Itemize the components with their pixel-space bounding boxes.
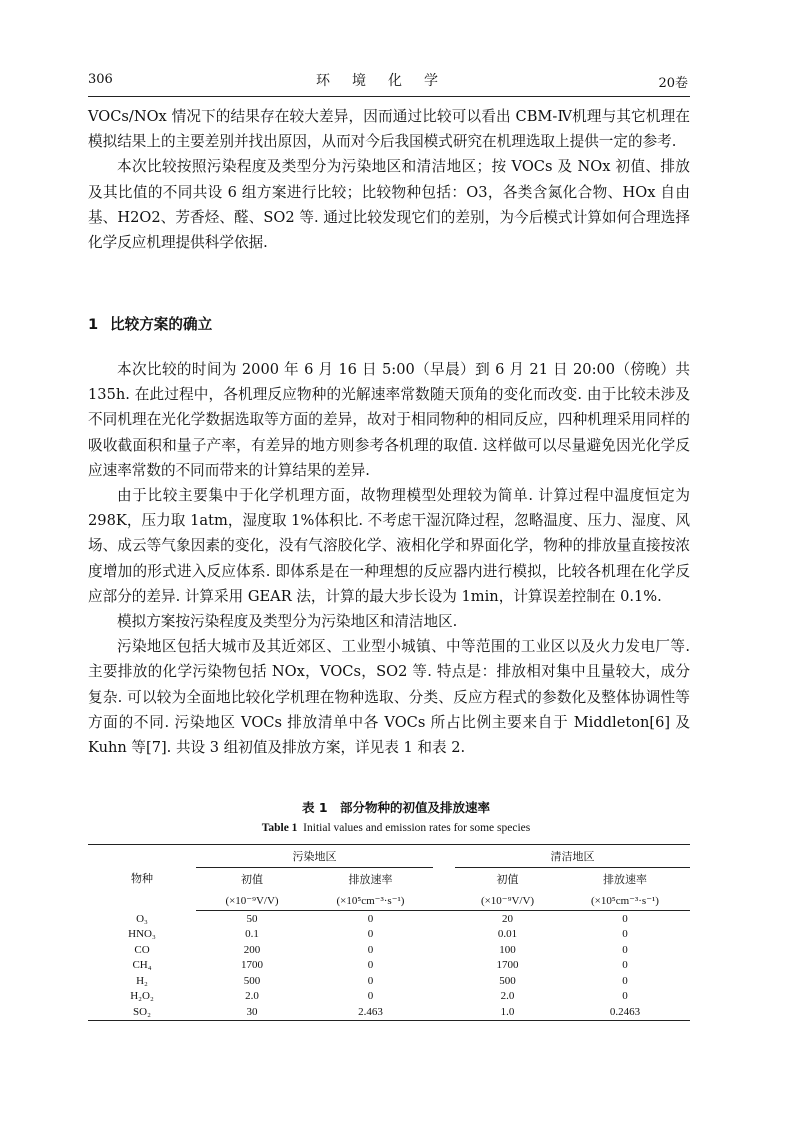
table-row — [88, 927, 690, 943]
cell-clean-emission: 0.2463 — [560, 1004, 690, 1020]
group-clean: 清洁地区 — [455, 845, 690, 868]
section-number: 1 — [88, 316, 99, 333]
cell-polluted-initial: 1700 — [241, 959, 263, 972]
cell-species: SO₂ — [88, 1004, 196, 1020]
cell-clean-initial: 100 — [499, 943, 516, 956]
cell-species: CH₄ — [132, 959, 152, 972]
body-paragraph-1: 本次比较的时间为 2000 年 6 月 16 日 5:00（早晨）到 6 月 21 日 20:00（傍晚）共 135h. 在此过程中，各机理反应物种的光解速率常数随天顶角的变化而改变. 由于比较未涉及不同机理在光化学数据选取等方面的差异，故对于相同物种的相同反应，四种机理采用同样的吸收截面积和量子产率，有差异的地方则参考各机理的取值. 这样做可以尽量避免因光化学反应速率常数的不同而带来的计算结果的差异. — [88, 361, 690, 479]
cell-clean-emission: 0 — [622, 928, 628, 941]
intro-paragraph-1: VOCs/NOx 情况下的结果存在较大差异，因而通过比较可以看出 CBM-Ⅳ机理与其它机理在模拟结果上的主要差别并找出原因，从而对今后我国模式研究在机理选取上提供一定的参考. — [88, 108, 690, 151]
cell-clean-emission: 0 — [622, 959, 628, 972]
unit-emission-clean: (×10⁵cm⁻³·s⁻¹) — [560, 890, 690, 911]
body-paragraph-2: 由于比较主要集中于化学机理方面，故物理模型处理较为简单. 计算过程中温度恒定为 298K，压力取 1atm，湿度取 1%体积比. 不考虑干湿沉降过程，忽略温度、压力、湿度、风场、成云等气象因素的变化，没有气溶胶化学、液相化学和界面化学，物种的排放量直接按浓度增加的形式进入反应体系. 即体系是在一种理想的反应器内进行模拟，比较各机理在化学反应部分的差异. 计算采用 GEAR 法，计算的最大步长设为 1min，计算误差控制在 0.1%. — [88, 487, 690, 605]
cell-clean-initial: 1700 — [496, 959, 519, 972]
table-caption-en — [0, 822, 792, 834]
col-initial-polluted: 初值 — [241, 874, 263, 886]
cell-polluted-emission: 0 — [367, 912, 374, 925]
cell-polluted-emission: 0 — [367, 990, 374, 1003]
cell-clean-emission: 0 — [622, 943, 628, 956]
cell-polluted-emission: 0 — [367, 974, 374, 987]
cell-polluted-emission: 0 — [367, 943, 374, 956]
body-paragraph-4: 污染地区包括大城市及其近郊区、工业型小城镇、中等范围的工业区以及火力发电厂等. 主要排放的化学污染物包括 NOx，VOCs，SO2 等. 特点是：排放相对集中且量较大，成分复杂. 可以较为全面地比较化学机理在物种选取、分类、反应方程式的参数化及整体协调性等方面的不同. 污染地区 VOCs 排放清单中各 VOCs 所占比例主要来自于 Middleton[6] 及 Kuhn 等[7]. 共设 3 组初值及排放方案，详见表 1 和表 2. — [88, 638, 690, 757]
cell-species: CO — [134, 943, 150, 956]
table-row — [88, 973, 690, 989]
section-body — [88, 357, 690, 760]
unit-emission-polluted: (×10⁵cm⁻³·s⁻¹) — [308, 890, 433, 911]
table-row — [88, 989, 690, 1005]
cell-clean-emission: 0 — [622, 912, 628, 925]
volume-label: 20卷 — [658, 76, 688, 91]
intro-paragraph-2: 本次比较按照污染程度及类型分为污染地区和清洁地区；按 VOCs 及 NOx 初值、排放及其比值的不同共设 6 组方案进行比较；比较物种包括：O3，各类含氮化合物、HOx 自由基、H2O2、芳香烃、醛、SO2 等. 通过比较发现它们的差别，为今后模式计算如何合理选择化学反应机理提供科学依据. — [88, 158, 690, 252]
cell-polluted-emission: 0 — [367, 928, 374, 941]
header-rule — [88, 96, 690, 97]
cell-clean-initial: 500 — [499, 974, 516, 987]
col-initial-clean: 初值 — [496, 874, 519, 886]
table-row — [88, 942, 690, 958]
col-emission-clean: 排放速率 — [603, 874, 647, 886]
cell-clean-emission: 0 — [622, 990, 628, 1003]
journal-title: 环境化学 — [316, 73, 460, 89]
cell-clean-initial: 1.0 — [455, 1004, 560, 1020]
table-title-en: Initial values and emission rates for some species — [303, 822, 531, 834]
cell-clean-emission: 0 — [622, 974, 628, 987]
section-title: 比较方案的确立 — [110, 316, 213, 333]
cell-species: O₃ — [136, 912, 148, 925]
cell-clean-initial: 2.0 — [500, 990, 515, 1003]
table-label-en: Table 1 — [261, 822, 298, 834]
cell-polluted-initial: 0.1 — [245, 928, 259, 941]
group-polluted: 污染地区 — [196, 845, 433, 868]
species-table — [88, 844, 690, 1021]
cell-species: H₂O₂ — [130, 990, 154, 1003]
cell-clean-initial: 0.01 — [497, 928, 518, 941]
table-row — [88, 958, 690, 974]
cell-polluted-initial: 30 — [196, 1004, 308, 1020]
unit-initial-clean: (×10⁻⁹V/V) — [455, 890, 560, 911]
cell-polluted-initial: 500 — [243, 974, 261, 987]
cell-polluted-initial: 50 — [246, 912, 258, 925]
col-emission-polluted: 排放速率 — [348, 874, 393, 886]
cell-species: HNO₃ — [128, 928, 156, 941]
cell-polluted-initial: 200 — [243, 943, 261, 956]
table-row — [88, 1004, 690, 1020]
table-caption-cn: 表 1 部分物种的初值及排放速率 — [301, 800, 491, 815]
cell-polluted-initial: 2.0 — [245, 990, 259, 1003]
unit-initial-polluted: (×10⁻⁹V/V) — [196, 890, 308, 911]
species-header: 物种 — [88, 845, 196, 911]
cell-polluted-emission: 2.463 — [308, 1004, 433, 1020]
table-row — [88, 911, 690, 927]
cell-species: H₂ — [136, 974, 148, 987]
intro-text — [88, 104, 690, 255]
body-paragraph-3: 模拟方案按污染程度及类型分为污染地区和清洁地区. — [117, 613, 458, 631]
page-number: 306 — [88, 72, 113, 87]
section-heading — [88, 313, 212, 334]
running-header — [88, 70, 688, 92]
cell-clean-initial: 20 — [502, 912, 513, 925]
cell-polluted-emission: 0 — [367, 959, 374, 972]
